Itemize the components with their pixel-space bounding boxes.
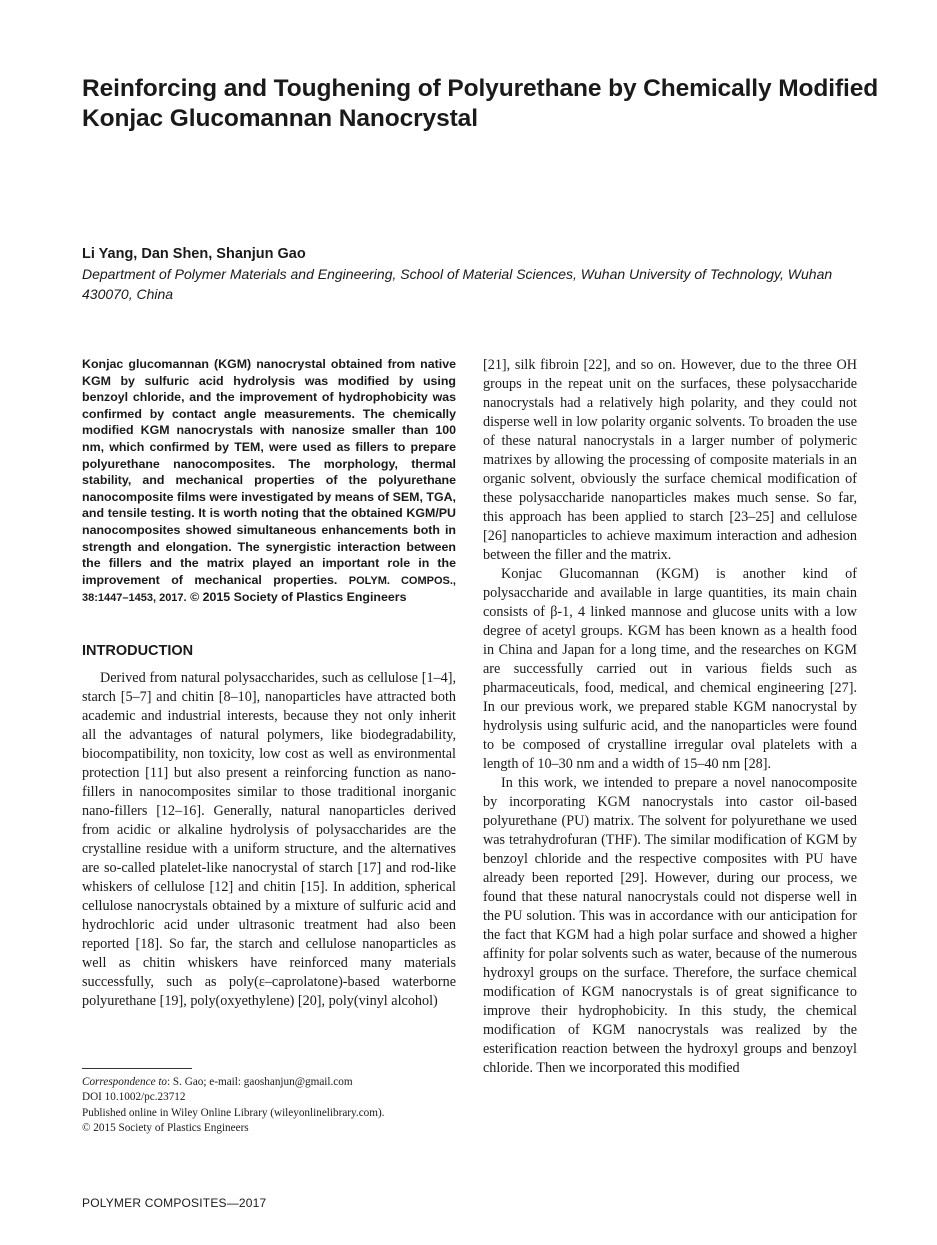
left-column bbox=[82, 356, 456, 1011]
abstract bbox=[82, 356, 456, 607]
abstract-copyright: © 2015 Society of Plastics Engineers bbox=[190, 590, 407, 605]
section-heading-introduction: INTRODUCTION bbox=[82, 642, 194, 659]
published-note: Published online in Wiley Online Library (wileyonlinelibrary.com). bbox=[82, 1106, 385, 1119]
doi-note: DOI 10.1002/pc.23712 bbox=[82, 1091, 186, 1104]
intro-paragraph-kgm: Konjac Glucomannan (KGM) is another kind of polysaccharide and available in large quantities, its main chain consists of β-1, 4 linked mannose and glucose units with a low degree of acetyl groups. KGM has been known as a health food in China and Japan for a long time, and the researches on KGM are successfully carried out in various fields such as pharmaceuticals, food, medical, and chemical engineering [27]. In our previous work, we prepared stable KGM nanocrystal by hydrolysis using sulfuric acid, and the nanoparticles were found to be composed of crystalline irregular oval platelets with a length of 10–30 nm and a width of 15–40 nm [28]. bbox=[483, 566, 857, 772]
author-list: Li Yang, Dan Shen, Shanjun Gao bbox=[82, 246, 306, 262]
journal-reference: POLYM. COMPOS., 38:1447–1453, 2017. bbox=[82, 574, 456, 605]
intro-paragraph-1: Derived from natural polysaccharides, such as cellulose [1–4], starch [5–7] and chitin [8–10], nanoparticles have attracted both academic and industrial interests, because they not only inherit all the advantages of natural polymers, like biodegradability, biocompatibility, non toxicity, low cost as well as environmental protection [11] but also present a reinforcing function as nano-fillers in nanocomposites similar to those traditional inorganic nano-fillers [12–16]. Generally, natural nanoparticles derived from acidic or alkaline hydrolysis of polysaccharides are the crystalline residue with a uniform structure, and the alternatives are so-called platelet-like nanocrystal of starch [17] and rod-like whiskers of cellulose [12] and chitin [15]. In addition, spherical cellulose nanocrystals obtained by a mixture of sulfuric acid and hydrochloric acid under ultrasonic treatment had also been reported [18]. So far, the starch and cellulose nanoparticles as well as chitin whiskers have reinforced many materials successfully, such as poly(ε–caprolatone)-based waterborne polyurethane [19], poly(oxyethylene) [20], poly(vinyl alcohol) bbox=[82, 669, 456, 1009]
footnote-copyright: © 2015 Society of Plastics Engineers bbox=[82, 1121, 249, 1134]
correspondence-text: : S. Gao; e-mail: gaoshanjun@gmail.com bbox=[167, 1076, 353, 1088]
correspondence-label: Correspondence to bbox=[82, 1076, 168, 1088]
correspondence-note bbox=[82, 1075, 456, 1090]
intro-paragraph-continued: [21], silk fibroin [22], and so on. However, due to the three OH groups in the repeat unit on the surfaces, these polysaccharide nanocrystals had a relatively high polarity, and they could not disperse well in low polarity organic solvents. To broaden the use of these natural nanocrystals in a larger number of polymeric matrixes by allowing the processing of composite materials in an organic solvent, obviously the surface chemical modification of these polysaccharide nanoparticles makes much sense. So far, this approach has been applied to starch [23–25] and cellulose [26] nanoparticles to achieve maximum interaction and adhesion between the filler and the matrix. bbox=[483, 357, 857, 563]
abstract-text: Konjac glucomannan (KGM) nanocrystal obtained from native KGM by sulfuric acid hydrolysis was modified by using benzoyl chloride, and the improvement of hydrophobicity was confirmed by contact angle measurements. The chemically modified KGM nanocrystals with nanosize smaller than 100 nm, which confirmed by TEM, were used as fillers to prepare polyurethane nanocomposites. The morphology, thermal stability, and mechanical properties of the polyurethane nanocomposite films were investigated by means of SEM, TGA, and tensile testing. It is worth noting that the obtained KGM/PU nanocomposites showed simultaneous enhancements both in strength and elongation. The synergistic interaction between the fillers and the matrix played an important role in the improvement of mechanical properties. bbox=[82, 357, 456, 587]
intro-paragraph-this-work: In this work, we intended to prepare a novel nanocomposite by incorporating KGM nanocrystals into castor oil-based polyurethane (PU) matrix. The solvent for polyurethane we used was tetrahydrofuran (THF). The similar modification of KGM by benzoyl chloride and the respective composites with PU have already been reported [29]. However, during our process, we found that these natural nanocrystals could not disperse well in the PU solution. This was in accordance with our anticipation for the fact that KGM had a high polar surface and showed a higher affinity for polar solvents such as water, because of the numerous hydroxyl groups on the surface. Therefore, the surface chemical modification of KGM nanocrystals is of great significance to improve their hydrophobicity. In this study, the chemical modification of KGM nanocrystals was realized by the esterification reaction between the hydroxyl groups and benzoyl chloride. Then we incorporated this modified bbox=[483, 775, 857, 1076]
page-footer: POLYMER COMPOSITES—2017 bbox=[82, 1196, 267, 1210]
footnotes bbox=[82, 1075, 456, 1136]
paper-title: Reinforcing and Toughening of Polyurethane by Chemically Modified Konjac Glucomannan Nanocrystal bbox=[82, 75, 879, 132]
footnote-divider bbox=[82, 1068, 192, 1069]
right-column bbox=[483, 356, 857, 1078]
affiliation: Department of Polymer Materials and Engineering, School of Material Sciences, Wuhan University of Technology, Wuhan 430070, China bbox=[82, 266, 833, 302]
